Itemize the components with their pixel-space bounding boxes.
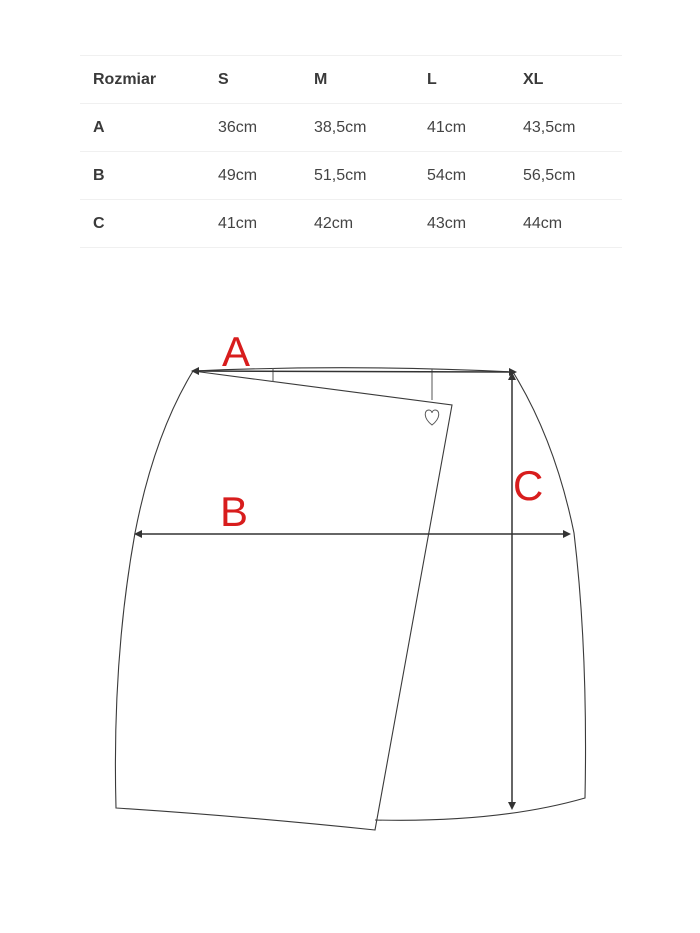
row-label: A (93, 118, 105, 136)
table-cell: 43cm (427, 214, 467, 232)
dimension-c-label: C (513, 462, 544, 509)
table-cell: 38,5cm (314, 118, 367, 136)
table-cell: 36cm (218, 118, 258, 136)
row-label: B (93, 166, 105, 184)
heart-icon (425, 410, 439, 425)
table-cell: 44cm (523, 214, 563, 232)
table-cell: 41cm (218, 214, 258, 232)
table-cell: 56,5cm (523, 166, 576, 184)
table-cell: 51,5cm (314, 166, 367, 184)
table-cell: 43,5cm (523, 118, 576, 136)
skirt-front-panel (115, 371, 452, 830)
table-cell: 54cm (427, 166, 467, 184)
dimension-b-label: B (220, 488, 249, 535)
header-cell: M (314, 70, 328, 88)
row-label: C (93, 214, 105, 232)
dimension-a-label: A (222, 328, 251, 375)
header-cell: L (427, 70, 437, 88)
table-cell: 41cm (427, 118, 467, 136)
header-cell: XL (523, 70, 544, 88)
table-cell: 49cm (218, 166, 258, 184)
table-cell: 42cm (314, 214, 354, 232)
header-cell: S (218, 70, 229, 88)
header-cell: Rozmiar (93, 70, 157, 88)
